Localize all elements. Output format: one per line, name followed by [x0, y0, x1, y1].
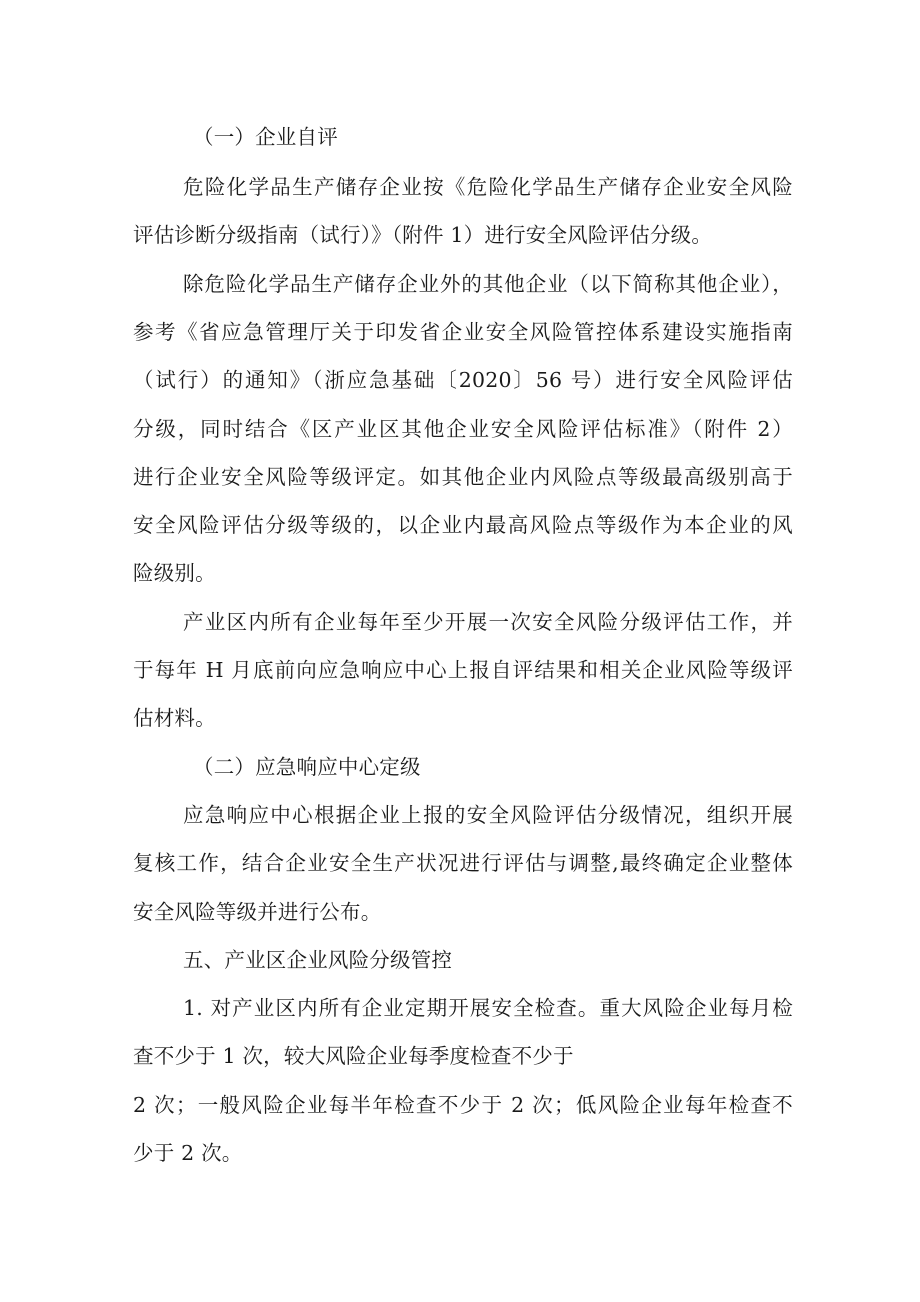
paragraph-line: 安全风险等级并进行公布。	[133, 900, 382, 924]
section-heading-five: 五、产业区企业风险分级管控	[183, 948, 453, 972]
paragraph-line: 2 次；一般风险企业每半年检查不少于 2 次；低风险企业每年检查不	[133, 1093, 793, 1117]
paragraph-line: 参考《省应急管理厅关于印发省企业安全风险管控体系建设实施指南	[133, 320, 793, 344]
paragraph-line: 除危险化学品生产储存企业外的其他企业（以下简称其他企业），	[183, 272, 793, 296]
paragraph-line: 评估诊断分级指南（试行）》（附件 1）进行安全风险评估分级。	[133, 223, 713, 247]
paragraph-line: 少于 2 次。	[133, 1141, 243, 1165]
subheading-self-assessment: （一）企业自评	[193, 125, 338, 149]
paragraph-line: 进行企业安全风险等级评定。如其他企业内风险点等级最高级别高于	[133, 465, 793, 489]
paragraph-line: （试行）的通知》（浙应急基础〔2020〕56 号）进行安全风险评估	[133, 368, 793, 392]
paragraph-line: 分级，同时结合《区产业区其他企业安全风险评估标准》（附件 2）	[133, 417, 793, 441]
paragraph-line: 安全风险评估分级等级的，以企业内最高风险点等级作为本企业的风	[133, 513, 793, 537]
subheading-center-grading: （二）应急响应中心定级	[193, 755, 421, 779]
paragraph-line: 危险化学品生产储存企业按《危险化学品生产储存企业安全风险	[183, 175, 793, 199]
paragraph-line: 1. 对产业区内所有企业定期开展安全检查。重大风险企业每月检	[183, 996, 793, 1020]
paragraph-line: 估材料。	[133, 706, 216, 730]
paragraph-line: 险级别。	[133, 561, 216, 585]
paragraph-line: 产业区内所有企业每年至少开展一次安全风险分级评估工作，并	[183, 610, 793, 634]
paragraph-line: 于每年 H 月底前向应急响应中心上报自评结果和相关企业风险等级评	[133, 658, 793, 682]
paragraph-line: 查不少于 1 次，较大风险企业每季度检查不少于	[133, 1044, 574, 1068]
paragraph-line: 复核工作，结合企业安全生产状况进行评估与调整,最终确定企业整体	[133, 851, 793, 875]
paragraph-line: 应急响应中心根据企业上报的安全风险评估分级情况，组织开展	[183, 803, 793, 827]
